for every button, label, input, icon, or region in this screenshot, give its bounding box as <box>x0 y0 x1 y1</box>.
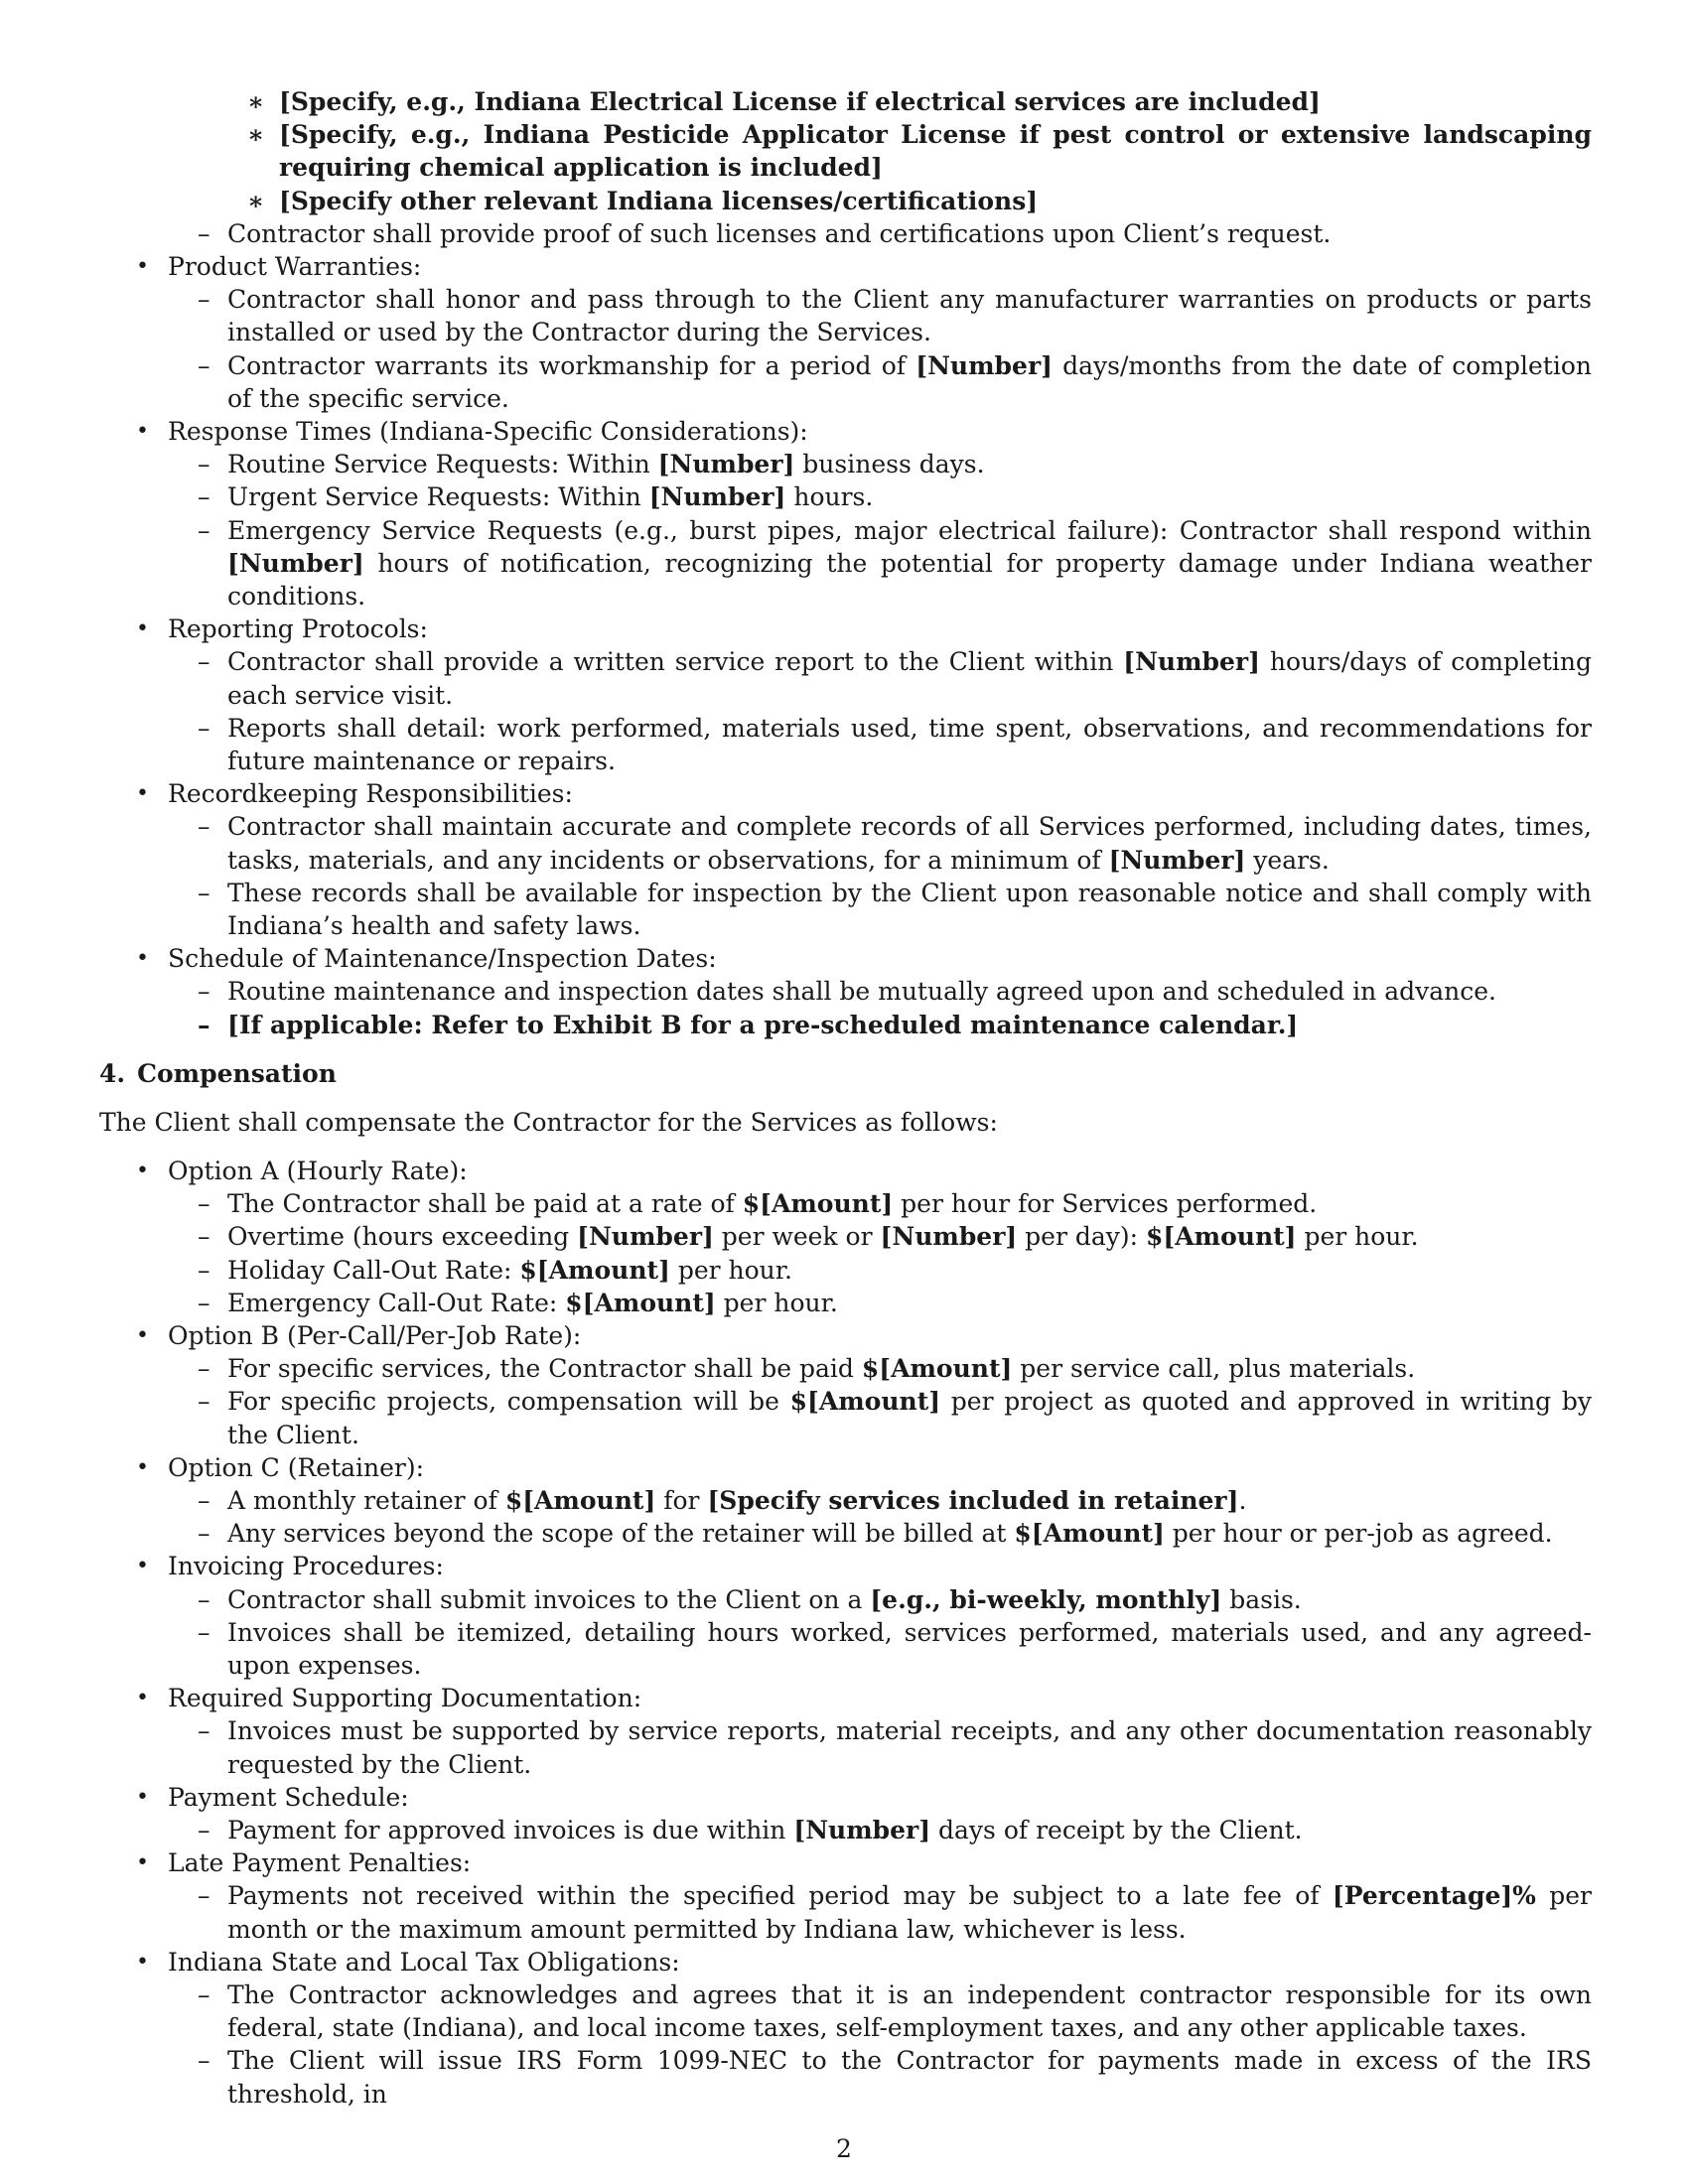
license-item: ∗ [Specify, e.g., Indiana Pesticide Applicator License if pest control or extensive landscaping requiring chemical application is included] <box>247 120 1592 183</box>
asterisk-bullet-icon: ∗ <box>247 186 265 215</box>
bullet-icon: • <box>136 1454 149 1480</box>
dash-bullet-icon: – <box>198 1255 211 1285</box>
sub-item: – Routine Service Requests: Within [Number] business days. <box>99 448 1592 480</box>
bullet-icon: • <box>136 419 149 445</box>
license-item: ∗ [Specify, e.g., Indiana Electrical License if electrical services are included] <box>99 85 1592 118</box>
list-item <box>99 1155 1592 1319</box>
list-item-label: • Product Warranties: <box>99 250 1592 283</box>
asterisk-bullet-icon: ∗ <box>247 120 265 150</box>
bullet-icon: • <box>136 1554 149 1579</box>
bullet-icon: • <box>136 1686 149 1711</box>
sub-item: – A monthly retainer of $[Amount] for [Specify services included in retainer]. <box>99 1484 1592 1517</box>
dash-bullet-icon: – <box>198 1288 211 1317</box>
list-item-label: • Indiana State and Local Tax Obligations: <box>99 1946 1592 1979</box>
sub-item: – Contractor shall honor and pass through to the Client any manufacturer warranties on products or parts installed or used by the Contractor during the Services. <box>198 285 1592 347</box>
sub-item: – Contractor shall provide proof of such licenses and certifications upon Client’s request. <box>99 217 1592 250</box>
dash-bullet-icon: – <box>198 2046 211 2076</box>
sub-item: – For specific services, the Contractor shall be paid $[Amount] per service call, plus materials. <box>99 1352 1592 1385</box>
dash-bullet-icon: – <box>198 450 211 479</box>
dash-bullet-icon: – <box>198 1519 211 1549</box>
dash-bullet-icon: – <box>198 1485 211 1515</box>
list-item <box>99 415 1592 613</box>
sub-item: – Contractor shall maintain accurate and complete records of all Services performed, including dates, times, tasks, materials, and any incidents or observations, for a minimum of [Number] years. <box>198 812 1592 875</box>
sub-item: – The Contractor shall be paid at a rate of $[Amount] per hour for Services performed. <box>99 1187 1592 1220</box>
dash-bullet-icon: – <box>198 1881 211 1911</box>
bullet-icon: • <box>136 781 149 807</box>
list-item <box>99 1550 1592 1682</box>
dash-bullet-icon: – <box>198 1584 211 1614</box>
sub-item: – These records shall be available for inspection by the Client upon reasonable notice and shall comply with Indiana’s health and safety laws. <box>198 878 1592 941</box>
sub-item: – For specific projects, compensation will be $[Amount] per project as quoted and approved in writing by the Client. <box>198 1387 1592 1449</box>
sub-item: – Invoices shall be itemized, detailing hours worked, services performed, materials used, and any agreed-upon expenses. <box>198 1617 1592 1680</box>
sub-item: – Invoices must be supported by service reports, material receipts, and any other documentation reasonably requested by the Client. <box>198 1716 1592 1779</box>
sub-item: – Any services beyond the scope of the retainer will be billed at $[Amount] per hour or per-job as agreed. <box>99 1517 1592 1550</box>
dash-bullet-icon: – <box>198 1979 211 2009</box>
bullet-icon: • <box>136 1949 149 1975</box>
section4-list <box>99 1155 1592 2111</box>
dash-bullet-icon: – <box>198 1815 211 1844</box>
list-item-label: • Recordkeeping Responsibilities: <box>99 777 1592 810</box>
dash-bullet-icon: – <box>198 977 211 1007</box>
sub-item: – Overtime (hours exceeding [Number] per week or [Number] per day): $[Amount] per hour. <box>99 1220 1592 1253</box>
dash-bullet-icon: – <box>198 285 211 315</box>
sub-item: – Routine maintenance and inspection dates shall be mutually agreed upon and scheduled in advance. <box>99 975 1592 1008</box>
dash-bullet-icon: – <box>198 647 211 677</box>
dash-bullet-icon: – <box>198 482 211 512</box>
dash-bullet-icon: – <box>198 1189 211 1219</box>
dash-bullet-icon: – <box>198 218 211 248</box>
list-item-label: • Option B (Per-Call/Per-Job Rate): <box>99 1319 1592 1352</box>
sub-item: – [If applicable: Refer to Exhibit B for a pre-scheduled maintenance calendar.] <box>99 1009 1592 1041</box>
list-item-label: • Option A (Hourly Rate): <box>99 1155 1592 1187</box>
list-item-label: • Response Times (Indiana-Specific Considerations): <box>99 415 1592 448</box>
list-item <box>99 1846 1592 1946</box>
list-item <box>99 250 1592 415</box>
dash-bullet-icon: – <box>198 515 211 545</box>
sub-item: – Contractor shall provide a written service report to the Client within [Number] hours/days of completing each service visit. <box>198 647 1592 710</box>
bullet-icon: • <box>136 946 149 972</box>
sub-item: – Reports shall detail: work performed, materials used, time spent, observations, and recommendations for future maintenance or repairs. <box>198 713 1592 776</box>
list-item <box>99 1682 1592 1781</box>
list-item <box>99 942 1592 1041</box>
dash-bullet-icon: – <box>198 1716 211 1746</box>
license-item: ∗ [Specify other relevant Indiana licenses/certifications] <box>99 185 1592 217</box>
sub-item: – Urgent Service Requests: Within [Number] hours. <box>99 480 1592 513</box>
dash-bullet-icon: – <box>198 1222 211 1252</box>
dash-bullet-icon: – <box>198 1617 211 1647</box>
dash-bullet-icon: – <box>198 878 211 907</box>
list-item-label: • Late Payment Penalties: <box>99 1846 1592 1879</box>
sub-item: – Holiday Call-Out Rate: $[Amount] per hour. <box>99 1254 1592 1287</box>
dash-bullet-icon: – <box>198 1010 211 1039</box>
list-item-label: • Reporting Protocols: <box>99 613 1592 645</box>
sub-item: – Payment for approved invoices is due within [Number] days of receipt by the Client. <box>99 1814 1592 1846</box>
section3-list <box>99 250 1592 1041</box>
list-item <box>99 613 1592 777</box>
section-heading: 4. Compensation <box>99 1058 337 1088</box>
page-number: 2 <box>836 2134 852 2163</box>
dash-bullet-icon: – <box>198 1387 211 1417</box>
sub-item: – The Contractor acknowledges and agrees that it is an independent contractor responsible for its own federal, state (Indiana), and local income taxes, self-employment taxes, and any other applicable taxes. <box>198 1979 1592 2043</box>
sub-item: – Contractor shall submit invoices to the Client on a [e.g., bi-weekly, monthly] basis. <box>99 1583 1592 1616</box>
bullet-icon: • <box>136 254 149 280</box>
dash-bullet-icon: – <box>198 1354 211 1384</box>
list-item-label: • Option C (Retainer): <box>99 1451 1592 1484</box>
list-item-label: • Payment Schedule: <box>99 1781 1592 1814</box>
bullet-icon: • <box>136 1158 149 1183</box>
dash-bullet-icon: – <box>198 713 211 743</box>
dash-bullet-icon: – <box>198 812 211 842</box>
asterisk-bullet-icon: ∗ <box>247 87 265 116</box>
sub-item: – Payments not received within the specified period may be subject to a late fee of [Percentage]% per month or the maximum amount permitted by Indiana law, whichever is less. <box>198 1881 1592 1944</box>
list-item <box>99 1451 1592 1551</box>
section-intro: The Client shall compensate the Contractor for the Services as follows: <box>99 1107 998 1137</box>
document-page <box>99 85 1592 2111</box>
list-item-label: • Required Supporting Documentation: <box>99 1682 1592 1714</box>
list-item-label: • Schedule of Maintenance/Inspection Dates: <box>99 942 1592 975</box>
sub-item: – Emergency Call-Out Rate: $[Amount] per hour. <box>99 1287 1592 1319</box>
sub-item: – Contractor warrants its workmanship for a period of [Number] days/months from the date of completion of the specific service. <box>198 350 1592 413</box>
bullet-icon: • <box>136 1322 149 1348</box>
bullet-icon: • <box>136 1850 149 1876</box>
list-item <box>99 1946 1592 2111</box>
list-item <box>99 777 1592 942</box>
sub-item: – Emergency Service Requests (e.g., burst pipes, major electrical failure): Contractor shall respond within [Number] hours of notification, recognizing the potential for property damage under Indiana weather conditions. <box>198 515 1592 612</box>
list-item <box>99 1319 1592 1451</box>
list-item-label: • Invoicing Procedures: <box>99 1550 1592 1582</box>
bullet-icon: • <box>136 616 149 642</box>
dash-bullet-icon: – <box>198 350 211 380</box>
list-item <box>99 1781 1592 1846</box>
sub-item: – The Client will issue IRS Form 1099-NEC to the Contractor for payments made in excess of the IRS threshold, in <box>198 2046 1592 2109</box>
bullet-icon: • <box>136 1784 149 1810</box>
